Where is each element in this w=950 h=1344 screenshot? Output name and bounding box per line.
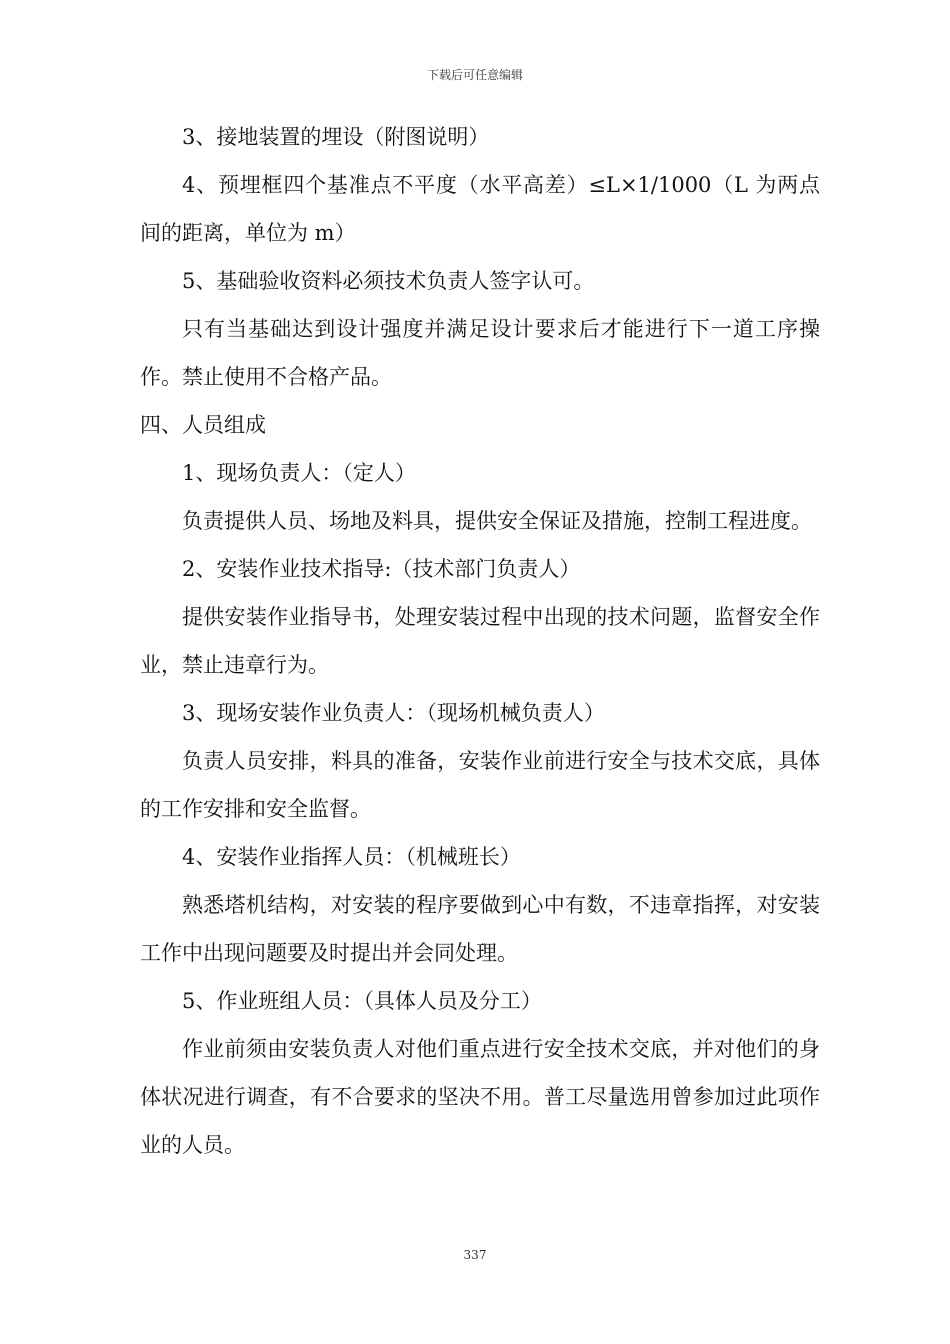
paragraph-site-manager-duty: 负责提供人员、场地及料具，提供安全保证及措施，控制工程进度。 — [182, 509, 812, 533]
page-header: 下载后可任意编辑 — [426, 68, 523, 82]
page-number: 337 — [463, 1248, 487, 1262]
paragraph-grounding-device: 3、接地装置的埋设（附图说明） — [182, 125, 490, 149]
section-heading-personnel: 四、人员组成 — [140, 413, 266, 437]
paragraph-commander-duty: 熟悉塔机结构，对安装的程序要做到心中有数，不违章指挥，对安装工作中出现问题要及时提出并会同处理。 — [140, 893, 820, 965]
paragraph-install-manager-duty: 负责人员安排，料具的准备，安装作业前进行安全与技术交底，具体的工作安排和安全监督。 — [140, 749, 820, 821]
paragraph-site-manager-title: 1、现场负责人：（定人） — [182, 461, 416, 485]
paragraph-team-duty: 作业前须由安装负责人对他们重点进行安全技术交底，并对他们的身体状况进行调查，有不合要求的坚决不用。普工尽量选用曾参加过此项作业的人员。 — [140, 1037, 820, 1157]
paragraph-acceptance-signature: 5、基础验收资料必须技术负责人签字认可。 — [182, 269, 595, 293]
paragraph-next-procedure: 只有当基础达到设计强度并满足设计要求后才能进行下一道工序操作。禁止使用不合格产品。 — [140, 317, 820, 389]
paragraph-commander-title: 4、安装作业指挥人员：（机械班长） — [182, 845, 521, 869]
paragraph-team-title: 5、作业班组人员：（具体人员及分工） — [182, 989, 542, 1013]
document-body — [140, 113, 820, 1169]
paragraph-tech-guide-title: 2、安装作业技术指导:（技术部门负责人） — [182, 557, 581, 581]
paragraph-tech-guide-duty: 提供安装作业指导书，处理安装过程中出现的技术问题，监督安全作业，禁止违章行为。 — [140, 605, 820, 677]
paragraph-flatness-requirement: 4、预埋框四个基准点不平度（水平高差）≤L×1/1000（L 为两点间的距离，单位为 m） — [140, 173, 820, 245]
paragraph-install-manager-title: 3、现场安装作业负责人：（现场机械负责人） — [182, 701, 605, 725]
